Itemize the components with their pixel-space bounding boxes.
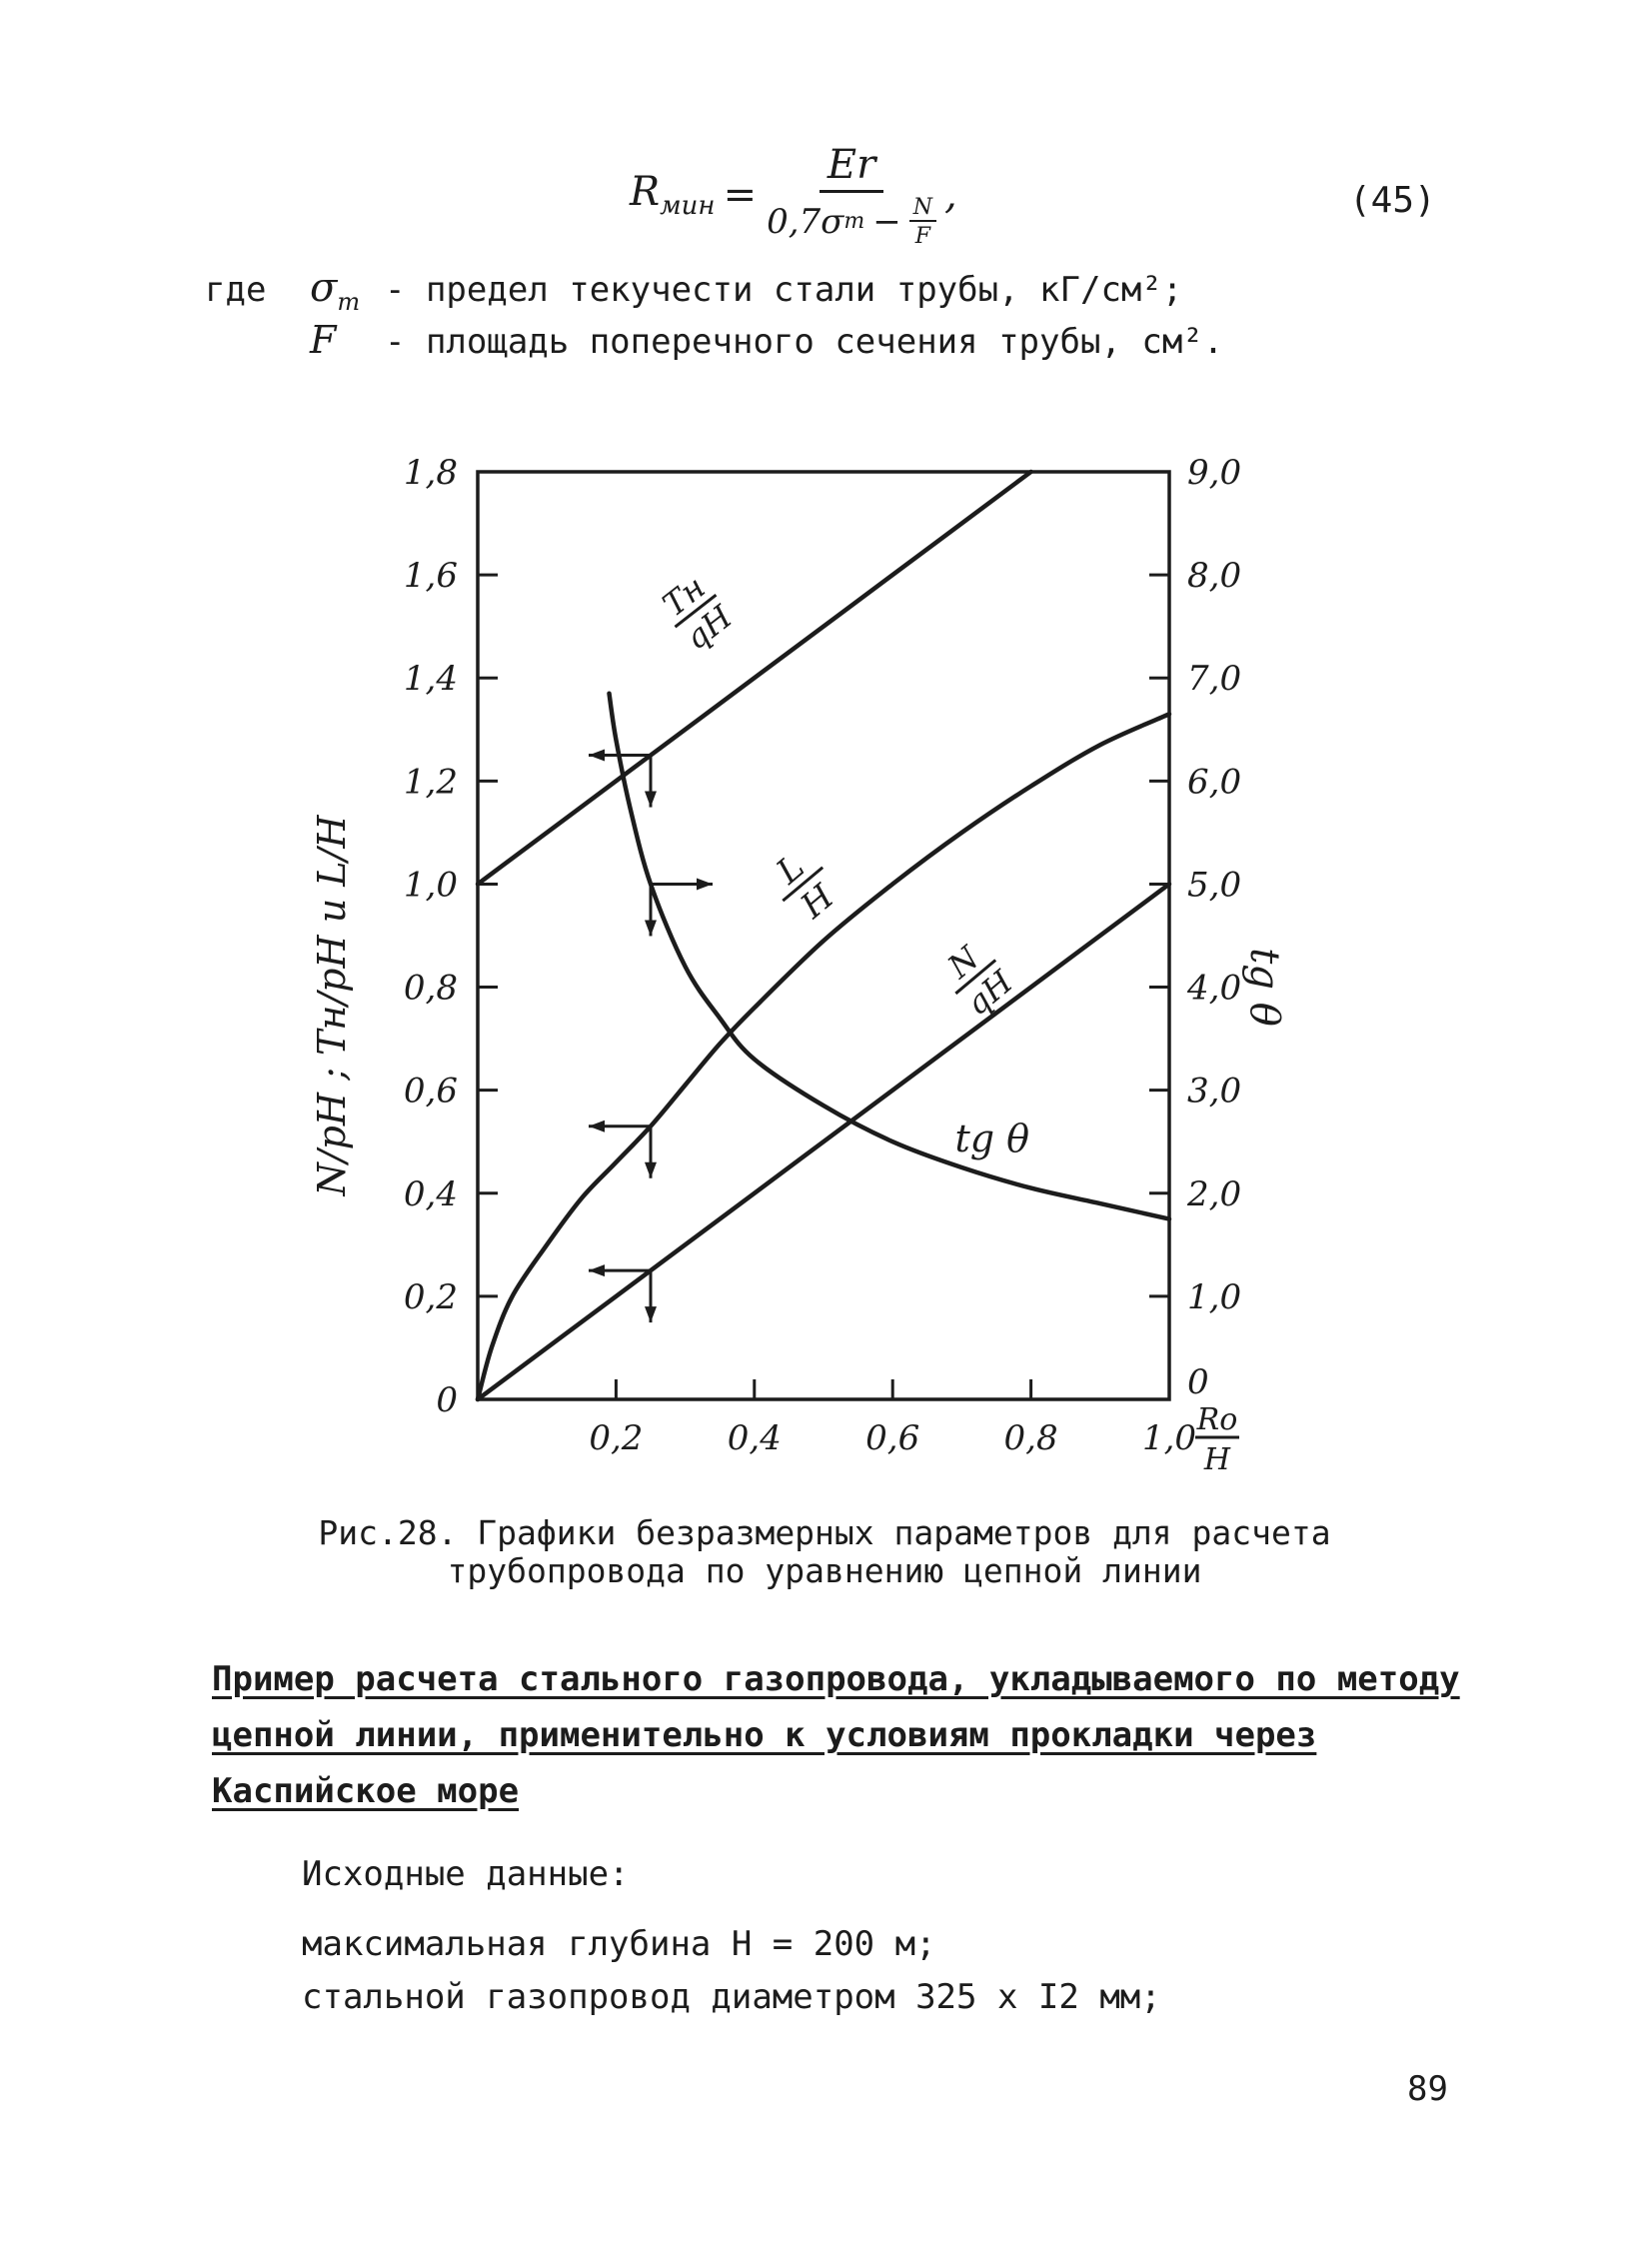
- curve-label: [652, 565, 741, 658]
- formula-trailing-comma: ,: [944, 172, 957, 218]
- definition-symbol: F: [310, 318, 337, 362]
- figure-caption-line2: трубопровода по уравнению цепной линии: [447, 1551, 1202, 1590]
- curve-label: [758, 838, 850, 934]
- curve-label-denominator: H: [793, 877, 842, 927]
- left-tick-label: 0,4: [403, 1173, 458, 1214]
- definition-text: - площадь поперечного сечения трубы, см².: [385, 322, 1224, 362]
- arrow-head: [589, 1121, 605, 1132]
- left-tick-label: 0,8: [403, 968, 458, 1009]
- left-axis-title: N/pH ; Tн/pH и L/H: [310, 815, 354, 1196]
- formula-denominator: 0,7 σ т − $\frac{N}{F}$: [767, 193, 936, 249]
- figure-caption: [300, 1514, 1349, 1590]
- formula-numerator: Er: [820, 142, 883, 193]
- source-data-line1: максимальная глубина H = 200 м;: [302, 1924, 936, 1964]
- curve-label-numerator: Tн: [655, 568, 713, 625]
- series-line: [610, 694, 1170, 1219]
- left-tick-label: 0,2: [403, 1276, 458, 1317]
- right-tick-label: 7,0: [1187, 659, 1242, 700]
- right-tick-label: 5,0: [1187, 865, 1242, 906]
- left-tick-label: 0,6: [403, 1071, 458, 1112]
- right-tick-label: 6,0: [1187, 762, 1242, 803]
- right-tick-label: 4,0: [1187, 968, 1242, 1009]
- series-line: [478, 714, 1169, 1399]
- figure-caption-line1: Рис.28. Графики безразмерных параметров для расчета: [318, 1513, 1331, 1552]
- x-tick-label: 1,0: [1141, 1418, 1197, 1458]
- formula-lhs: $R_{мин}$: [630, 169, 716, 221]
- left-tick-label: 1,2: [403, 762, 458, 803]
- formula-number: (45): [1349, 180, 1436, 221]
- right-tick-label: 9,0: [1187, 453, 1242, 493]
- curve-label-denominator: qH: [957, 963, 1020, 1024]
- right-tick-label: 1,0: [1187, 1276, 1242, 1317]
- left-tick-label: 1,6: [403, 556, 458, 597]
- left-tick-label: 0: [436, 1380, 458, 1420]
- x-axis-title-numerator: Ro: [1196, 1402, 1238, 1437]
- page-number: 89: [1407, 2069, 1448, 2109]
- right-tick-label: 2,0: [1187, 1173, 1242, 1214]
- left-tick-label: 1,4: [403, 659, 458, 700]
- series-line: [478, 472, 1031, 884]
- definition-text: - предел текучести стали трубы, кГ/см²;: [385, 270, 1183, 310]
- curve-label: [931, 931, 1021, 1024]
- curve-label-numerator: N: [940, 939, 986, 987]
- source-data-label: Исходные данные:: [302, 1854, 630, 1894]
- series-line: [478, 884, 1169, 1399]
- right-tick-label: 8,0: [1187, 556, 1242, 597]
- right-axis-title: tg θ: [1241, 948, 1287, 1027]
- right-tick-label: 3,0: [1187, 1071, 1242, 1112]
- example-heading-line3: Каспийское море: [212, 1771, 520, 1811]
- curve-label-tg: tg θ: [954, 1117, 1030, 1161]
- x-tick-label: 0,8: [1003, 1418, 1058, 1458]
- x-tick-label: 0,2: [589, 1418, 644, 1458]
- arrow-head: [645, 792, 657, 808]
- x-axis-title-denominator: H: [1203, 1442, 1231, 1477]
- arrow-head: [589, 750, 605, 762]
- example-heading-line2: цепной линии, применительно к условиям прокладки через: [212, 1715, 1317, 1755]
- formula-equals: =: [723, 172, 758, 218]
- left-tick-label: 1,0: [403, 865, 458, 906]
- arrow-head: [645, 1162, 657, 1178]
- plot-frame: [478, 472, 1169, 1399]
- arrow-head: [645, 1306, 657, 1322]
- definition-symbol: $\sigma_т$: [310, 265, 361, 316]
- x-tick-label: 0,4: [727, 1418, 782, 1458]
- x-tick-label: 0,6: [865, 1418, 920, 1458]
- x-axis-title: [1195, 1402, 1239, 1477]
- definition-lead: где: [205, 270, 267, 310]
- right-tick-label: 0: [1187, 1362, 1209, 1402]
- source-data-line2: стальной газопровод диаметром 325 x I2 мм;: [302, 1977, 1161, 2017]
- curve-label-denominator: qH: [678, 597, 740, 658]
- example-heading-line1: Пример расчета стального газопровода, укладываемого по методу: [212, 1659, 1460, 1699]
- example-heading: [212, 1651, 1460, 1819]
- arrow-head: [697, 878, 713, 890]
- left-tick-label: 1,8: [403, 453, 458, 493]
- arrow-head: [589, 1264, 605, 1276]
- curve-label-numerator: L: [769, 847, 813, 893]
- arrow-head: [645, 920, 657, 936]
